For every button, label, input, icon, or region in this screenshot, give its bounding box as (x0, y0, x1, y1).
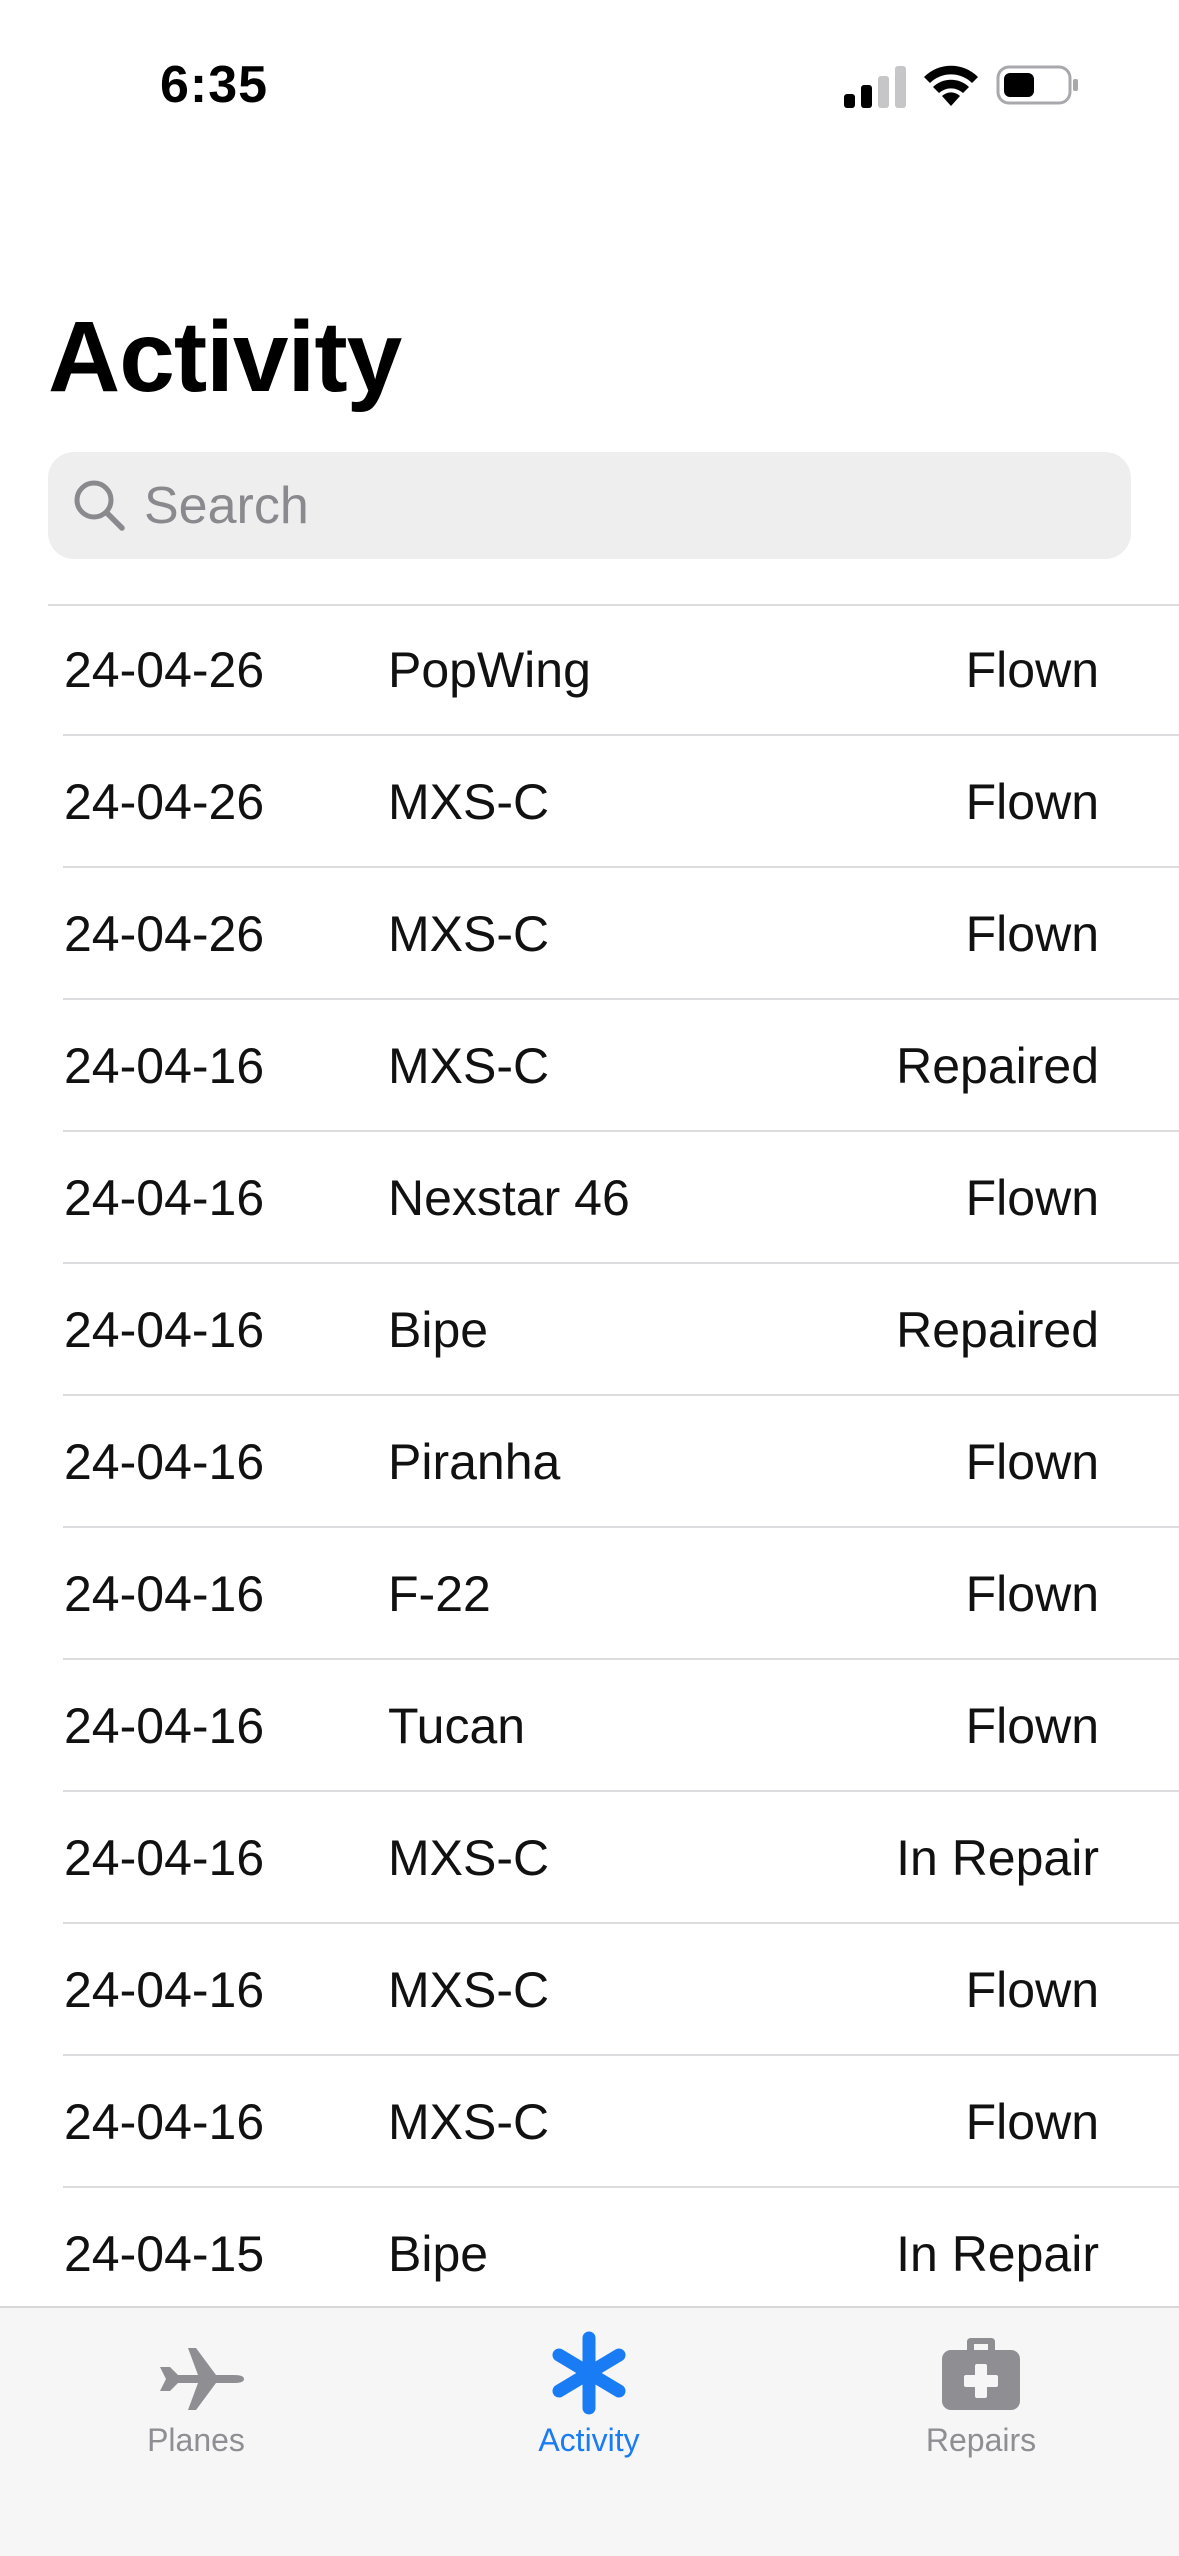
row-status: Flown (965, 1698, 1099, 1754)
table-row[interactable] (0, 1924, 1179, 2056)
airplane-icon (146, 2328, 246, 2418)
table-row[interactable] (0, 1396, 1179, 1528)
row-plane: Bipe (388, 2226, 489, 2282)
row-plane: PopWing (388, 642, 591, 698)
row-plane: MXS-C (388, 774, 550, 830)
row-date: 24-04-16 (64, 2094, 265, 2150)
status-time: 6:35 (160, 56, 269, 114)
search-icon (70, 476, 128, 534)
table-row[interactable] (0, 1792, 1179, 1924)
row-status: Repaired (896, 1302, 1099, 1358)
row-plane: MXS-C (388, 906, 550, 962)
row-plane: Tucan (388, 1698, 526, 1754)
table-row[interactable] (0, 736, 1179, 868)
row-plane: Nexstar 46 (388, 1170, 630, 1226)
row-status: Flown (965, 906, 1099, 962)
page-title: Activity (48, 301, 402, 413)
row-date: 24-04-16 (64, 1962, 265, 2018)
row-status: Flown (965, 774, 1099, 830)
row-plane: MXS-C (388, 1962, 550, 2018)
row-date: 24-04-16 (64, 1170, 265, 1226)
row-plane: MXS-C (388, 2094, 550, 2150)
row-status: Flown (965, 1566, 1099, 1622)
status-bar (0, 0, 1179, 170)
row-date: 24-04-16 (64, 1302, 265, 1358)
battery-icon (996, 64, 1080, 106)
activity-list (0, 604, 1179, 2320)
asterisk-icon (539, 2328, 639, 2418)
row-status: In Repair (896, 1830, 1099, 1886)
wifi-icon (922, 62, 980, 108)
row-plane: Piranha (388, 1434, 561, 1490)
tab-activity[interactable] (459, 2308, 719, 2478)
row-status: Flown (965, 1170, 1099, 1226)
medical-kit-icon (931, 2328, 1031, 2418)
table-row[interactable] (0, 604, 1179, 736)
tab-planes[interactable] (66, 2308, 326, 2478)
table-row[interactable] (0, 1000, 1179, 1132)
table-row[interactable] (0, 1528, 1179, 1660)
row-date: 24-04-15 (64, 2226, 265, 2282)
row-date: 24-04-26 (64, 774, 265, 830)
row-status: Flown (965, 1434, 1099, 1490)
table-row[interactable] (0, 1264, 1179, 1396)
row-date: 24-04-26 (64, 642, 265, 698)
row-plane: F-22 (388, 1566, 491, 1622)
cellular-signal-icon (844, 66, 906, 108)
table-row[interactable] (0, 2056, 1179, 2188)
row-plane: Bipe (388, 1302, 489, 1358)
row-date: 24-04-16 (64, 1038, 265, 1094)
row-status: Repaired (896, 1038, 1099, 1094)
tab-planes-label: Planes (147, 2422, 245, 2458)
tab-bar (0, 2306, 1179, 2556)
row-date: 24-04-16 (64, 1698, 265, 1754)
tab-repairs-label: Repairs (925, 2422, 1037, 2458)
table-row[interactable] (0, 1660, 1179, 1792)
row-status: In Repair (896, 2226, 1099, 2282)
row-status: Flown (965, 1962, 1099, 2018)
table-row[interactable] (0, 868, 1179, 1000)
tab-repairs[interactable] (851, 2308, 1111, 2478)
row-date: 24-04-16 (64, 1830, 265, 1886)
table-row[interactable] (0, 1132, 1179, 1264)
table-row[interactable] (0, 2188, 1179, 2320)
row-plane: MXS-C (388, 1830, 550, 1886)
row-date: 24-04-16 (64, 1434, 265, 1490)
row-plane: MXS-C (388, 1038, 550, 1094)
search-field[interactable] (48, 452, 1131, 559)
row-date: 24-04-26 (64, 906, 265, 962)
row-status: Flown (965, 2094, 1099, 2150)
tab-activity-label: Activity (538, 2422, 640, 2458)
row-date: 24-04-16 (64, 1566, 265, 1622)
search-input[interactable] (144, 452, 1104, 559)
row-status: Flown (965, 642, 1099, 698)
